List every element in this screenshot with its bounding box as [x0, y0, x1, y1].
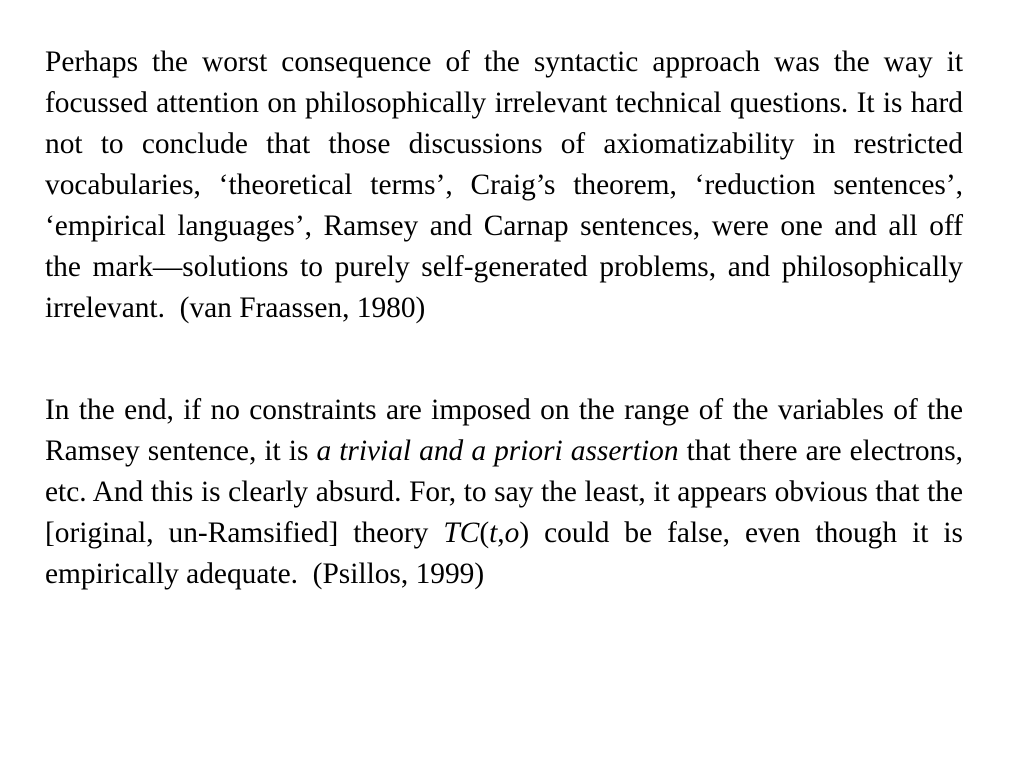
quote-text: Perhaps the worst consequence of the syntactic approach was the way it focussed attention on philosophically irrelevant technical questions. It is hard not to conclude that those discussions of axiomatizability in restricted vocabularies, ‘theoretical terms’, Craig’s theorem, ‘reduction sentences’, ‘empirical languages’, Ramsey and Carnap sentences, were one and all off the mark—solutions to purely self-generated problems, and philosophically irrelevant.	[45, 46, 963, 324]
paren-open: (	[479, 517, 490, 549]
observational-variable: o	[504, 517, 520, 549]
citation: (van Fraassen, 1980)	[179, 292, 426, 324]
comma: ,	[497, 517, 505, 549]
quote-text-part: In the end, if no constraints are imposed on the range of the variables of the Ramsey sentence, it is	[45, 394, 963, 467]
quote-psillos	[45, 390, 963, 595]
quote-text-part: ) could be false, even though it is empirically adequate.	[45, 517, 963, 590]
quote-van-fraassen	[45, 42, 963, 329]
quote-text-part: that there are electrons, etc. And this is clearly absurd. For, to say the least, it appears obvious that the [original, un-Ramsified] theory	[45, 435, 963, 549]
theory-symbol: TC	[443, 517, 480, 549]
citation: (Psillos, 1999)	[312, 558, 485, 590]
emphasis-text: a trivial and a priori assertion	[316, 435, 679, 467]
theoretical-variable: t	[489, 517, 498, 549]
